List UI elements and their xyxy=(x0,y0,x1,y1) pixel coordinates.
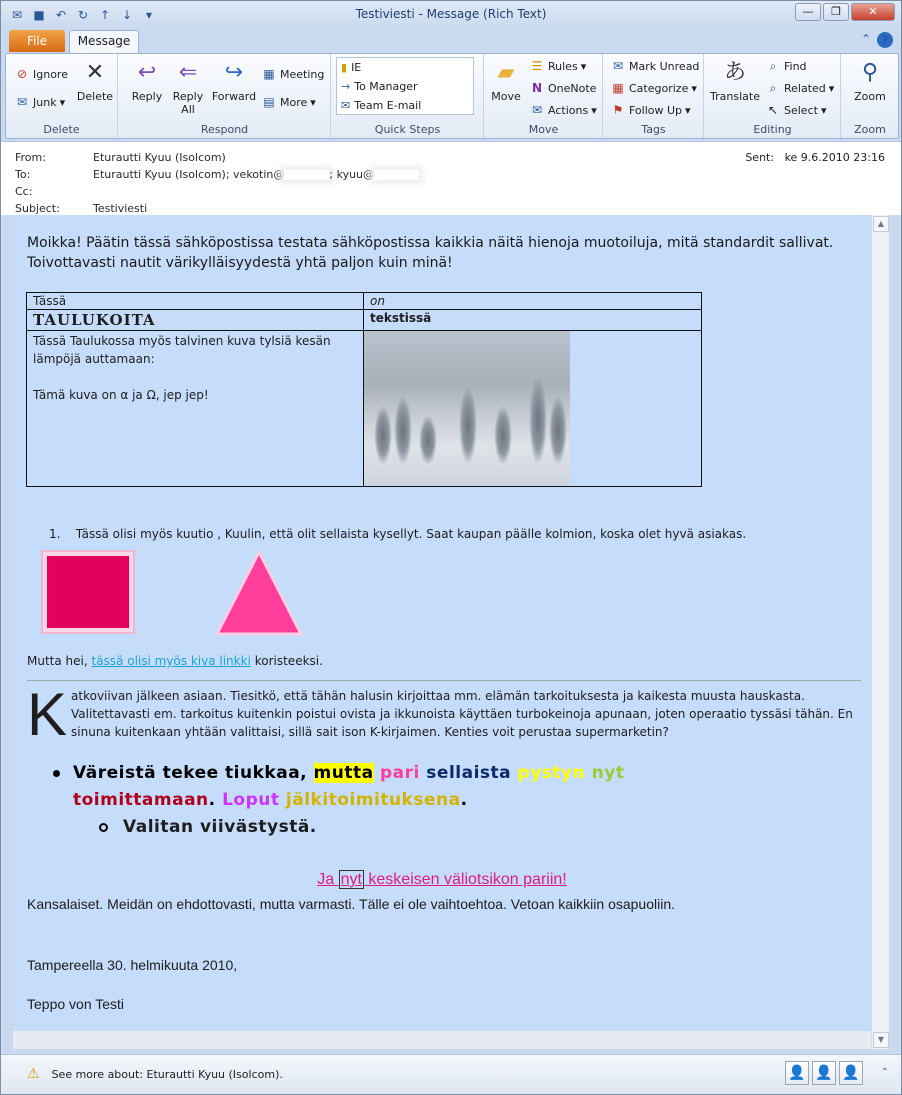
citizens-paragraph: Kansalaiset. Meidän on ehdottovasti, mutta varmasti. Tälle ei ole vaihtoehtoa. Vetoan kaikkiin osapuoliin. xyxy=(27,896,676,912)
reply-button[interactable] xyxy=(127,58,167,103)
tab-message[interactable]: Message xyxy=(69,30,139,53)
nice-link[interactable]: tässä olisi myös kiva linkki xyxy=(91,654,251,668)
sub-bullet-text: Valitan viivästystä. xyxy=(123,817,317,837)
quick-step-label: To Manager xyxy=(354,80,418,93)
reply-all-button[interactable] xyxy=(169,58,207,116)
move-label: Move xyxy=(491,90,521,103)
select-label: Select xyxy=(784,103,818,117)
dropcap-paragraph-text: atkoviivan jälkeen asiaan. Tiesitkö, että tähän halusin kirjoittaa mm. elämän tarkoituksesta ja kaikesta muusta hauskasta. Valitettavasti em. tarkoitus kuitenkin poistui ovista ja ikkunoista käyttäen turbokeinoja apunaan, joten operaatio tyssäsi tähän. En sinuna kuitenkaan yhtään valittaisi, sillä sait ison K-kirjaimen. Kenties voit perustaa supermarketin? xyxy=(71,689,853,739)
table-cell-text: Tässä Taulukossa myös talvinen kuva tylsiä kesän lämpöjä auttamaan: xyxy=(33,334,331,366)
junk-button[interactable] xyxy=(14,94,65,110)
actions-icon: ✉ xyxy=(531,103,543,117)
reply-icon: ↩ xyxy=(137,60,157,85)
move-group-label: Move xyxy=(528,123,559,136)
mark-unread-label: Mark Unread xyxy=(629,59,700,73)
rules-icon: ☰ xyxy=(531,59,543,73)
select-button[interactable] xyxy=(765,102,826,118)
subheading-part: Ja xyxy=(317,871,339,888)
categorize-button[interactable] xyxy=(610,80,697,96)
window-controls xyxy=(795,3,895,21)
onenote-icon: N xyxy=(531,81,543,95)
from-value[interactable]: Eturautti Kyuu (Isolcom) xyxy=(93,151,226,164)
to-label: To: xyxy=(15,168,31,181)
zoom-group-label: Zoom xyxy=(854,123,886,136)
numbered-list-item xyxy=(49,527,746,541)
subheading xyxy=(13,871,871,889)
folder-icon: ▰ xyxy=(497,60,515,85)
more-icon: ▤ xyxy=(263,95,275,109)
table-cell xyxy=(27,331,364,487)
translate-icon: あ xyxy=(723,60,746,85)
tree-shape xyxy=(374,405,392,465)
ribbon-tab-icons xyxy=(861,32,893,48)
tab-file[interactable]: File xyxy=(9,30,65,52)
quick-step-label: Team E-mail xyxy=(354,99,422,112)
subject-label: Subject: xyxy=(15,202,60,215)
title-bar xyxy=(1,1,901,29)
forward-icon: ↪ xyxy=(224,60,244,85)
ignore-icon: ⊘ xyxy=(16,67,28,81)
more-button[interactable] xyxy=(261,94,316,110)
reply-all-icon: ⇐ xyxy=(178,60,198,85)
categorize-label: Categorize xyxy=(629,81,689,95)
expand-pane-icon[interactable]: ⌃ xyxy=(880,1067,889,1078)
tree-shape xyxy=(459,385,477,465)
to-recipient-2: ; kyuu@ xyxy=(329,168,375,181)
bullet-word: pari xyxy=(373,763,427,783)
forward-arrow-icon: → xyxy=(341,80,351,93)
cursor-icon: ↖ xyxy=(767,103,779,117)
delete-group-label: Delete xyxy=(43,123,80,136)
from-label: From: xyxy=(15,151,46,164)
bullet-word: Loput xyxy=(222,790,286,810)
bullet-word-highlighted: mutta xyxy=(313,763,374,783)
to-value[interactable] xyxy=(93,168,419,181)
bullet-word: jälkitoimituksena xyxy=(285,790,461,810)
rules-label: Rules xyxy=(548,59,578,73)
quick-steps-group xyxy=(332,54,484,138)
table-cell: Tässä xyxy=(27,293,364,310)
translate-label: Translate xyxy=(710,90,760,103)
related-label: Related xyxy=(784,81,826,95)
customize-qat-icon[interactable]: ▾ xyxy=(145,8,153,22)
chevron-down-icon: ▾ xyxy=(828,81,835,95)
place-date: Tampereella 30. helmikuuta 2010, xyxy=(27,957,238,973)
up-arrow-icon[interactable]: ↑ xyxy=(99,8,111,22)
actions-button[interactable] xyxy=(529,102,597,118)
sent-info xyxy=(745,151,885,164)
delete-group xyxy=(6,54,118,138)
horizontal-rule xyxy=(27,680,861,681)
forward-button[interactable] xyxy=(211,58,257,103)
tags-group-label: Tags xyxy=(641,123,666,136)
chevron-down-icon: ▾ xyxy=(580,59,587,73)
window-title: Testiviesti - Message (Rich Text) xyxy=(355,7,547,21)
horizontal-scroll-area xyxy=(13,1031,871,1049)
tags-group xyxy=(604,54,704,138)
table-cell: on xyxy=(364,293,702,310)
team-mail-icon: ✉ xyxy=(341,99,351,112)
ignore-button[interactable] xyxy=(14,66,68,82)
bullet-item xyxy=(53,760,833,814)
ribbon-tabs xyxy=(1,29,901,53)
link-suffix: koristeeksi. xyxy=(250,654,323,668)
junk-icon: ✉ xyxy=(16,95,28,109)
tree-shape xyxy=(494,405,512,465)
tree-shape xyxy=(394,395,412,465)
respond-group xyxy=(119,54,331,138)
bullet-dot-icon xyxy=(53,770,60,777)
save-icon[interactable]: ■ xyxy=(33,8,45,22)
rules-button[interactable] xyxy=(529,58,586,74)
categorize-icon: ▦ xyxy=(612,81,624,95)
respond-group-label: Respond xyxy=(200,123,249,136)
meeting-button[interactable] xyxy=(261,66,324,82)
sent-label: Sent: xyxy=(745,151,775,164)
table-cell xyxy=(364,331,702,487)
move-group xyxy=(485,54,603,138)
vertical-scrollbar[interactable] xyxy=(871,215,889,1049)
sub-bullet-item xyxy=(53,814,833,841)
down-arrow-icon[interactable]: ↓ xyxy=(121,8,133,22)
related-button[interactable] xyxy=(765,80,834,96)
bullet-word: Väreistä tekee tiukkaa, xyxy=(73,763,314,783)
quick-step-team-email[interactable] xyxy=(337,96,473,115)
chevron-down-icon: ▾ xyxy=(310,95,316,109)
content-table xyxy=(26,292,702,487)
table-cell-text: Tämä kuva on α ja Ω, jep jep! xyxy=(33,388,209,402)
chevron-down-icon: ▾ xyxy=(59,95,66,109)
mark-unread-button[interactable] xyxy=(610,58,699,74)
link-line xyxy=(27,654,323,668)
delete-x-icon: ✕ xyxy=(85,60,105,85)
avatar-icon[interactable]: 👤 xyxy=(839,1061,863,1085)
redacted-address xyxy=(284,170,329,180)
minimize-ribbon-icon[interactable]: ⌃ xyxy=(860,32,871,46)
table-cell: tekstissä xyxy=(364,310,702,331)
to-recipient-1: Eturautti Kyuu (Isolcom); vekotin@ xyxy=(93,168,285,181)
forward-label: Forward xyxy=(211,90,257,103)
envelope-icon: ✉ xyxy=(612,59,624,73)
see-more-info xyxy=(27,1066,283,1082)
bullet-circle-icon xyxy=(99,823,108,832)
quick-steps-group-label: Quick Steps xyxy=(374,123,441,136)
people-pane-bar xyxy=(1,1054,901,1094)
drop-cap-letter: K xyxy=(27,681,68,748)
meeting-label: Meeting xyxy=(280,67,325,81)
winter-landscape-image xyxy=(364,331,570,485)
message-body xyxy=(13,215,871,1031)
chevron-down-icon: ▾ xyxy=(685,103,691,117)
scroll-up-arrow-icon[interactable]: ▲ xyxy=(873,216,889,232)
undo-icon[interactable]: ↶ xyxy=(55,8,67,22)
calendar-icon: ▦ xyxy=(263,67,275,81)
editing-group xyxy=(705,54,841,138)
junk-label: Junk xyxy=(33,95,57,109)
redo-icon[interactable]: ↻ xyxy=(77,8,89,22)
quick-step-ie[interactable] xyxy=(337,58,473,77)
sent-value: ke 9.6.2010 23:16 xyxy=(784,151,885,164)
bullet-word: pystyn xyxy=(517,763,592,783)
editing-group-label: Editing xyxy=(753,123,792,136)
find-button[interactable] xyxy=(765,58,807,74)
redacted-address xyxy=(374,170,419,180)
subheading-part: keskeisen väliotsikon pariin! xyxy=(363,871,567,888)
move-button[interactable] xyxy=(489,58,523,103)
onenote-label: OneNote xyxy=(548,81,597,95)
maximize-button[interactable]: ❐ xyxy=(823,3,849,21)
link-prefix: Mutta hei, xyxy=(27,654,92,668)
close-button[interactable]: ✕ xyxy=(851,3,895,21)
list-number: 1. xyxy=(49,527,61,541)
delete-label: Delete xyxy=(76,90,114,103)
binoculars-icon: ⌕ xyxy=(769,59,777,73)
delete-button[interactable] xyxy=(76,58,114,103)
see-more-text[interactable]: See more about: Eturautti Kyuu (Isolcom). xyxy=(51,1067,283,1081)
bullet-word: nyt xyxy=(591,763,625,783)
signature: Teppo von Testi xyxy=(27,996,125,1012)
people-avatars xyxy=(785,1061,863,1085)
chevron-down-icon: ▾ xyxy=(591,103,597,117)
avatar-icon[interactable]: 👤 xyxy=(812,1061,836,1085)
scroll-down-arrow-icon[interactable]: ▼ xyxy=(873,1032,889,1048)
table-cell: TAULUKOITA xyxy=(27,310,364,331)
tree-shape xyxy=(529,375,547,465)
chevron-down-icon: ▾ xyxy=(820,103,827,117)
actions-label: Actions xyxy=(548,103,589,117)
bullet-word: . xyxy=(208,790,223,810)
warning-icon: ⚠ xyxy=(27,1066,40,1082)
find-label: Find xyxy=(784,59,807,73)
more-label: More xyxy=(280,95,308,109)
list-item-text: Tässä olisi myös kuutio , Kuulin, että olit sellaista kysellyt. Saat kaupan päälle kolmion, koska olet hyvä asiakas. xyxy=(75,527,747,541)
flag-icon: ⚑ xyxy=(612,103,624,117)
bullet-word: toimittamaan xyxy=(73,790,209,810)
chevron-down-icon: ▾ xyxy=(691,81,697,95)
quick-steps-gallery xyxy=(336,57,474,115)
colorful-bullet-list xyxy=(53,760,833,841)
pink-triangle-shape xyxy=(215,550,303,636)
reply-all-label: Reply All xyxy=(172,90,204,116)
onenote-button[interactable] xyxy=(529,80,596,96)
mail-icon[interactable]: ✉ xyxy=(11,8,23,22)
ignore-label: Ignore xyxy=(33,67,68,81)
bullet-word: sellaista xyxy=(426,763,518,783)
intro-paragraph: Moikka! Päätin tässä sähköpostissa testata sähköpostissa kaikkia näitä hienoja muotoiluja, mitä standardit sallivat. Toivottavasti nautit värikylläisyydestä yhtä paljon kuin minä! xyxy=(27,235,834,271)
quick-step-label: IE xyxy=(351,61,362,74)
cc-label: Cc: xyxy=(15,185,33,198)
help-icon[interactable]: ? xyxy=(877,32,893,48)
follow-up-label: Follow Up xyxy=(629,103,683,117)
zoom-button[interactable] xyxy=(850,58,890,103)
magenta-square-shape xyxy=(41,550,135,634)
subject-value: Testiviesti xyxy=(93,202,148,215)
bullet-word: . xyxy=(460,790,468,810)
magnifier-icon: ⚲ xyxy=(861,60,879,85)
message-header xyxy=(1,141,901,215)
quick-step-icon: ▮ xyxy=(341,61,348,74)
avatar-icon[interactable]: 👤 xyxy=(785,1061,809,1085)
zoom-group xyxy=(842,54,898,138)
tree-shape xyxy=(419,415,437,465)
follow-up-button[interactable] xyxy=(610,102,691,118)
tree-shape xyxy=(549,395,567,465)
ribbon xyxy=(5,53,899,139)
minimize-button[interactable]: — xyxy=(795,3,821,21)
dropcap-paragraph xyxy=(27,681,861,748)
reply-label: Reply xyxy=(131,90,163,103)
translate-button[interactable] xyxy=(709,58,761,103)
related-icon: ⌕ xyxy=(769,81,777,95)
quick-step-to-manager[interactable] xyxy=(337,77,473,96)
zoom-label: Zoom xyxy=(854,90,886,103)
subheading-boxed-word: nyt xyxy=(340,871,362,888)
